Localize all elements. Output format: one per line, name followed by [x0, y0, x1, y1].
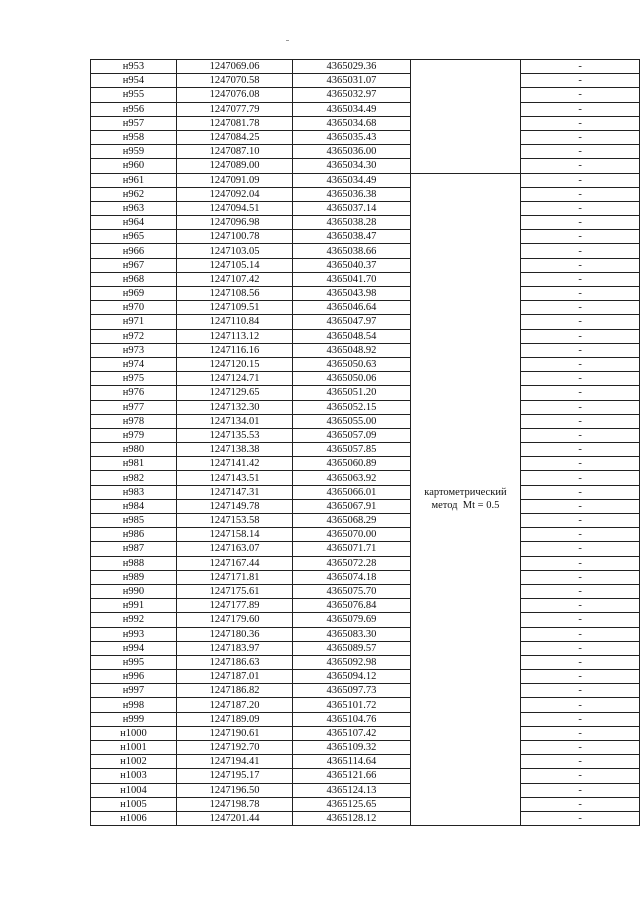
y-coordinate-cell: 4365037.14	[293, 201, 410, 215]
accuracy-cell: -	[521, 698, 640, 712]
table-row	[91, 584, 640, 598]
accuracy-cell: -	[521, 414, 640, 428]
x-coordinate-cell: 1247180.36	[176, 627, 292, 641]
table-row	[91, 386, 640, 400]
point-id-cell: н997	[91, 684, 177, 698]
x-coordinate-cell: 1247201.44	[176, 811, 292, 825]
y-coordinate-cell: 4365097.73	[293, 684, 410, 698]
y-coordinate-cell: 4365034.49	[293, 173, 410, 187]
y-coordinate-cell: 4365114.64	[293, 755, 410, 769]
accuracy-cell: -	[521, 457, 640, 471]
point-id-cell: н989	[91, 570, 177, 584]
table-row	[91, 201, 640, 215]
x-coordinate-cell: 1247135.53	[176, 428, 292, 442]
table-row	[91, 556, 640, 570]
method-cell	[410, 173, 521, 826]
y-coordinate-cell: 4365029.36	[293, 60, 410, 74]
table-row	[91, 457, 640, 471]
point-id-cell: н1004	[91, 783, 177, 797]
accuracy-cell: -	[521, 655, 640, 669]
table-row	[91, 343, 640, 357]
y-coordinate-cell: 4365036.00	[293, 145, 410, 159]
point-id-cell: н976	[91, 386, 177, 400]
table-row	[91, 542, 640, 556]
point-id-cell: н968	[91, 272, 177, 286]
y-coordinate-cell: 4365038.47	[293, 230, 410, 244]
x-coordinate-cell: 1247171.81	[176, 570, 292, 584]
y-coordinate-cell: 4365094.12	[293, 670, 410, 684]
x-coordinate-cell: 1247092.04	[176, 187, 292, 201]
x-coordinate-cell: 1247149.78	[176, 499, 292, 513]
x-coordinate-cell: 1247116.16	[176, 343, 292, 357]
point-id-cell: н975	[91, 372, 177, 386]
x-coordinate-cell: 1247189.09	[176, 712, 292, 726]
x-coordinate-cell: 1247158.14	[176, 528, 292, 542]
table-row	[91, 372, 640, 386]
point-id-cell: н1000	[91, 726, 177, 740]
table-row	[91, 145, 640, 159]
table-row	[91, 173, 640, 187]
point-id-cell: н956	[91, 102, 177, 116]
accuracy-cell: -	[521, 811, 640, 825]
accuracy-cell: -	[521, 102, 640, 116]
y-coordinate-cell: 4365038.28	[293, 216, 410, 230]
table-row	[91, 698, 640, 712]
table-row	[91, 102, 640, 116]
point-id-cell: н982	[91, 471, 177, 485]
point-id-cell: н957	[91, 116, 177, 130]
accuracy-cell: -	[521, 528, 640, 542]
table-row	[91, 216, 640, 230]
y-coordinate-cell: 4365125.65	[293, 797, 410, 811]
table-row	[91, 428, 640, 442]
accuracy-cell: -	[521, 287, 640, 301]
point-id-cell: н960	[91, 159, 177, 173]
accuracy-cell: -	[521, 116, 640, 130]
accuracy-cell: -	[521, 556, 640, 570]
method-cell-empty	[410, 60, 521, 174]
accuracy-cell: -	[521, 173, 640, 187]
x-coordinate-cell: 1247089.00	[176, 159, 292, 173]
point-id-cell: н974	[91, 357, 177, 371]
accuracy-cell: -	[521, 357, 640, 371]
x-coordinate-cell: 1247179.60	[176, 613, 292, 627]
table-row	[91, 528, 640, 542]
y-coordinate-cell: 4365036.38	[293, 187, 410, 201]
accuracy-cell: -	[521, 315, 640, 329]
accuracy-cell: -	[521, 272, 640, 286]
accuracy-cell: -	[521, 216, 640, 230]
y-coordinate-cell: 4365057.09	[293, 428, 410, 442]
table-row	[91, 485, 640, 499]
accuracy-cell: -	[521, 769, 640, 783]
x-coordinate-cell: 1247183.97	[176, 641, 292, 655]
y-coordinate-cell: 4365048.54	[293, 329, 410, 343]
point-id-cell: н965	[91, 230, 177, 244]
coordinates-table	[90, 59, 640, 826]
point-id-cell: н966	[91, 244, 177, 258]
table-row	[91, 329, 640, 343]
x-coordinate-cell: 1247110.84	[176, 315, 292, 329]
point-id-cell: н962	[91, 187, 177, 201]
y-coordinate-cell: 4365048.92	[293, 343, 410, 357]
y-coordinate-cell: 4365079.69	[293, 613, 410, 627]
x-coordinate-cell: 1247132.30	[176, 400, 292, 414]
table-row	[91, 60, 640, 74]
x-coordinate-cell: 1247163.07	[176, 542, 292, 556]
method-note-line1: картометрический	[424, 487, 507, 499]
y-coordinate-cell: 4365072.28	[293, 556, 410, 570]
y-coordinate-cell: 4365046.64	[293, 301, 410, 315]
x-coordinate-cell: 1247195.17	[176, 769, 292, 783]
x-coordinate-cell: 1247070.58	[176, 74, 292, 88]
point-id-cell: н969	[91, 287, 177, 301]
x-coordinate-cell: 1247187.20	[176, 698, 292, 712]
y-coordinate-cell: 4365068.29	[293, 514, 410, 528]
table-row	[91, 797, 640, 811]
y-coordinate-cell: 4365041.70	[293, 272, 410, 286]
point-id-cell: н1002	[91, 755, 177, 769]
point-id-cell: н964	[91, 216, 177, 230]
table-row	[91, 641, 640, 655]
point-id-cell: н973	[91, 343, 177, 357]
point-id-cell: н983	[91, 485, 177, 499]
table-row	[91, 471, 640, 485]
point-id-cell: н994	[91, 641, 177, 655]
table-row	[91, 357, 640, 371]
accuracy-cell: -	[521, 584, 640, 598]
y-coordinate-cell: 4365035.43	[293, 130, 410, 144]
y-coordinate-cell: 4365066.01	[293, 485, 410, 499]
y-coordinate-cell: 4365032.97	[293, 88, 410, 102]
point-id-cell: н993	[91, 627, 177, 641]
table-row	[91, 741, 640, 755]
table-row	[91, 187, 640, 201]
x-coordinate-cell: 1247094.51	[176, 201, 292, 215]
x-coordinate-cell: 1247113.12	[176, 329, 292, 343]
accuracy-cell: -	[521, 329, 640, 343]
table-row	[91, 301, 640, 315]
x-coordinate-cell: 1247103.05	[176, 244, 292, 258]
x-coordinate-cell: 1247100.78	[176, 230, 292, 244]
accuracy-cell: -	[521, 670, 640, 684]
y-coordinate-cell: 4365092.98	[293, 655, 410, 669]
y-coordinate-cell: 4365124.13	[293, 783, 410, 797]
table-row	[91, 443, 640, 457]
coordinates-table-body	[91, 60, 640, 826]
point-id-cell: н967	[91, 258, 177, 272]
x-coordinate-cell: 1247186.63	[176, 655, 292, 669]
y-coordinate-cell: 4365050.06	[293, 372, 410, 386]
point-id-cell: н1003	[91, 769, 177, 783]
y-coordinate-cell: 4365047.97	[293, 315, 410, 329]
accuracy-cell: -	[521, 499, 640, 513]
point-id-cell: н977	[91, 400, 177, 414]
y-coordinate-cell: 4365101.72	[293, 698, 410, 712]
table-row	[91, 130, 640, 144]
y-coordinate-cell: 4365050.63	[293, 357, 410, 371]
x-coordinate-cell: 1247167.44	[176, 556, 292, 570]
point-id-cell: н958	[91, 130, 177, 144]
accuracy-cell: -	[521, 386, 640, 400]
x-coordinate-cell: 1247190.61	[176, 726, 292, 740]
accuracy-cell: -	[521, 372, 640, 386]
y-coordinate-cell: 4365051.20	[293, 386, 410, 400]
point-id-cell: н985	[91, 514, 177, 528]
point-id-cell: н963	[91, 201, 177, 215]
y-coordinate-cell: 4365076.84	[293, 599, 410, 613]
x-coordinate-cell: 1247108.56	[176, 287, 292, 301]
y-coordinate-cell: 4365034.30	[293, 159, 410, 173]
point-id-cell: н995	[91, 655, 177, 669]
point-id-cell: н986	[91, 528, 177, 542]
point-id-cell: н991	[91, 599, 177, 613]
y-coordinate-cell: 4365109.32	[293, 741, 410, 755]
table-row	[91, 499, 640, 513]
y-coordinate-cell: 4365067.91	[293, 499, 410, 513]
table-row	[91, 159, 640, 173]
x-coordinate-cell: 1247069.06	[176, 60, 292, 74]
y-coordinate-cell: 4365034.68	[293, 116, 410, 130]
x-coordinate-cell: 1247120.15	[176, 357, 292, 371]
point-id-cell: н998	[91, 698, 177, 712]
accuracy-cell: -	[521, 712, 640, 726]
y-coordinate-cell: 4365034.49	[293, 102, 410, 116]
y-coordinate-cell: 4365040.37	[293, 258, 410, 272]
accuracy-cell: -	[521, 726, 640, 740]
accuracy-cell: -	[521, 599, 640, 613]
y-coordinate-cell: 4365121.66	[293, 769, 410, 783]
point-id-cell: н996	[91, 670, 177, 684]
accuracy-cell: -	[521, 230, 640, 244]
point-id-cell: н992	[91, 613, 177, 627]
x-coordinate-cell: 1247141.42	[176, 457, 292, 471]
accuracy-cell: -	[521, 613, 640, 627]
y-coordinate-cell: 4365074.18	[293, 570, 410, 584]
accuracy-cell: -	[521, 783, 640, 797]
x-coordinate-cell: 1247134.01	[176, 414, 292, 428]
x-coordinate-cell: 1247077.79	[176, 102, 292, 116]
table-row	[91, 258, 640, 272]
table-row	[91, 684, 640, 698]
point-id-cell: н954	[91, 74, 177, 88]
x-coordinate-cell: 1247109.51	[176, 301, 292, 315]
y-coordinate-cell: 4365043.98	[293, 287, 410, 301]
point-id-cell: н979	[91, 428, 177, 442]
table-row	[91, 769, 640, 783]
x-coordinate-cell: 1247153.58	[176, 514, 292, 528]
x-coordinate-cell: 1247186.82	[176, 684, 292, 698]
table-row	[91, 755, 640, 769]
table-row	[91, 655, 640, 669]
accuracy-cell: -	[521, 627, 640, 641]
scan-mark	[286, 40, 289, 41]
table-row	[91, 570, 640, 584]
point-id-cell: н981	[91, 457, 177, 471]
method-note-line2: метод Mt = 0.5	[431, 500, 500, 512]
point-id-cell: н971	[91, 315, 177, 329]
point-id-cell: н988	[91, 556, 177, 570]
x-coordinate-cell: 1247096.98	[176, 216, 292, 230]
point-id-cell: н961	[91, 173, 177, 187]
accuracy-cell: -	[521, 343, 640, 357]
accuracy-cell: -	[521, 301, 640, 315]
accuracy-cell: -	[521, 684, 640, 698]
point-id-cell: н955	[91, 88, 177, 102]
y-coordinate-cell: 4365104.76	[293, 712, 410, 726]
table-row	[91, 74, 640, 88]
y-coordinate-cell: 4365063.92	[293, 471, 410, 485]
y-coordinate-cell: 4365052.15	[293, 400, 410, 414]
accuracy-cell: -	[521, 60, 640, 74]
point-id-cell: н984	[91, 499, 177, 513]
table-row	[91, 287, 640, 301]
accuracy-cell: -	[521, 570, 640, 584]
accuracy-cell: -	[521, 130, 640, 144]
accuracy-cell: -	[521, 741, 640, 755]
table-row	[91, 230, 640, 244]
x-coordinate-cell: 1247194.41	[176, 755, 292, 769]
y-coordinate-cell: 4365071.71	[293, 542, 410, 556]
accuracy-cell: -	[521, 443, 640, 457]
table-row	[91, 400, 640, 414]
accuracy-cell: -	[521, 542, 640, 556]
accuracy-cell: -	[521, 514, 640, 528]
accuracy-cell: -	[521, 187, 640, 201]
accuracy-cell: -	[521, 74, 640, 88]
y-coordinate-cell: 4365089.57	[293, 641, 410, 655]
accuracy-cell: -	[521, 471, 640, 485]
accuracy-cell: -	[521, 400, 640, 414]
table-row	[91, 726, 640, 740]
table-row	[91, 315, 640, 329]
x-coordinate-cell: 1247081.78	[176, 116, 292, 130]
point-id-cell: н970	[91, 301, 177, 315]
x-coordinate-cell: 1247076.08	[176, 88, 292, 102]
x-coordinate-cell: 1247192.70	[176, 741, 292, 755]
x-coordinate-cell: 1247147.31	[176, 485, 292, 499]
x-coordinate-cell: 1247091.09	[176, 173, 292, 187]
y-coordinate-cell: 4365057.85	[293, 443, 410, 457]
accuracy-cell: -	[521, 244, 640, 258]
table-row	[91, 116, 640, 130]
y-coordinate-cell: 4365107.42	[293, 726, 410, 740]
table-row	[91, 88, 640, 102]
x-coordinate-cell: 1247138.38	[176, 443, 292, 457]
x-coordinate-cell: 1247084.25	[176, 130, 292, 144]
y-coordinate-cell: 4365070.00	[293, 528, 410, 542]
point-id-cell: н972	[91, 329, 177, 343]
point-id-cell: н990	[91, 584, 177, 598]
x-coordinate-cell: 1247087.10	[176, 145, 292, 159]
accuracy-cell: -	[521, 797, 640, 811]
accuracy-cell: -	[521, 145, 640, 159]
x-coordinate-cell: 1247187.01	[176, 670, 292, 684]
point-id-cell: н959	[91, 145, 177, 159]
x-coordinate-cell: 1247124.71	[176, 372, 292, 386]
table-row	[91, 599, 640, 613]
x-coordinate-cell: 1247175.61	[176, 584, 292, 598]
table-row	[91, 613, 640, 627]
table-row	[91, 272, 640, 286]
y-coordinate-cell: 4365031.07	[293, 74, 410, 88]
accuracy-cell: -	[521, 201, 640, 215]
point-id-cell: н980	[91, 443, 177, 457]
x-coordinate-cell: 1247198.78	[176, 797, 292, 811]
table-row	[91, 514, 640, 528]
y-coordinate-cell: 4365038.66	[293, 244, 410, 258]
point-id-cell: н1006	[91, 811, 177, 825]
y-coordinate-cell: 4365128.12	[293, 811, 410, 825]
point-id-cell: н987	[91, 542, 177, 556]
x-coordinate-cell: 1247129.65	[176, 386, 292, 400]
point-id-cell: н1001	[91, 741, 177, 755]
point-id-cell: н1005	[91, 797, 177, 811]
x-coordinate-cell: 1247196.50	[176, 783, 292, 797]
accuracy-cell: -	[521, 641, 640, 655]
accuracy-cell: -	[521, 428, 640, 442]
x-coordinate-cell: 1247105.14	[176, 258, 292, 272]
y-coordinate-cell: 4365083.30	[293, 627, 410, 641]
x-coordinate-cell: 1247107.42	[176, 272, 292, 286]
accuracy-cell: -	[521, 258, 640, 272]
table-row	[91, 712, 640, 726]
point-id-cell: н999	[91, 712, 177, 726]
table-row	[91, 627, 640, 641]
table-row	[91, 811, 640, 825]
x-coordinate-cell: 1247177.89	[176, 599, 292, 613]
x-coordinate-cell: 1247143.51	[176, 471, 292, 485]
point-id-cell: н953	[91, 60, 177, 74]
y-coordinate-cell: 4365060.89	[293, 457, 410, 471]
y-coordinate-cell: 4365075.70	[293, 584, 410, 598]
accuracy-cell: -	[521, 755, 640, 769]
table-row	[91, 670, 640, 684]
accuracy-cell: -	[521, 485, 640, 499]
accuracy-cell: -	[521, 88, 640, 102]
table-row	[91, 414, 640, 428]
table-row	[91, 244, 640, 258]
point-id-cell: н978	[91, 414, 177, 428]
y-coordinate-cell: 4365055.00	[293, 414, 410, 428]
table-row	[91, 783, 640, 797]
accuracy-cell: -	[521, 159, 640, 173]
